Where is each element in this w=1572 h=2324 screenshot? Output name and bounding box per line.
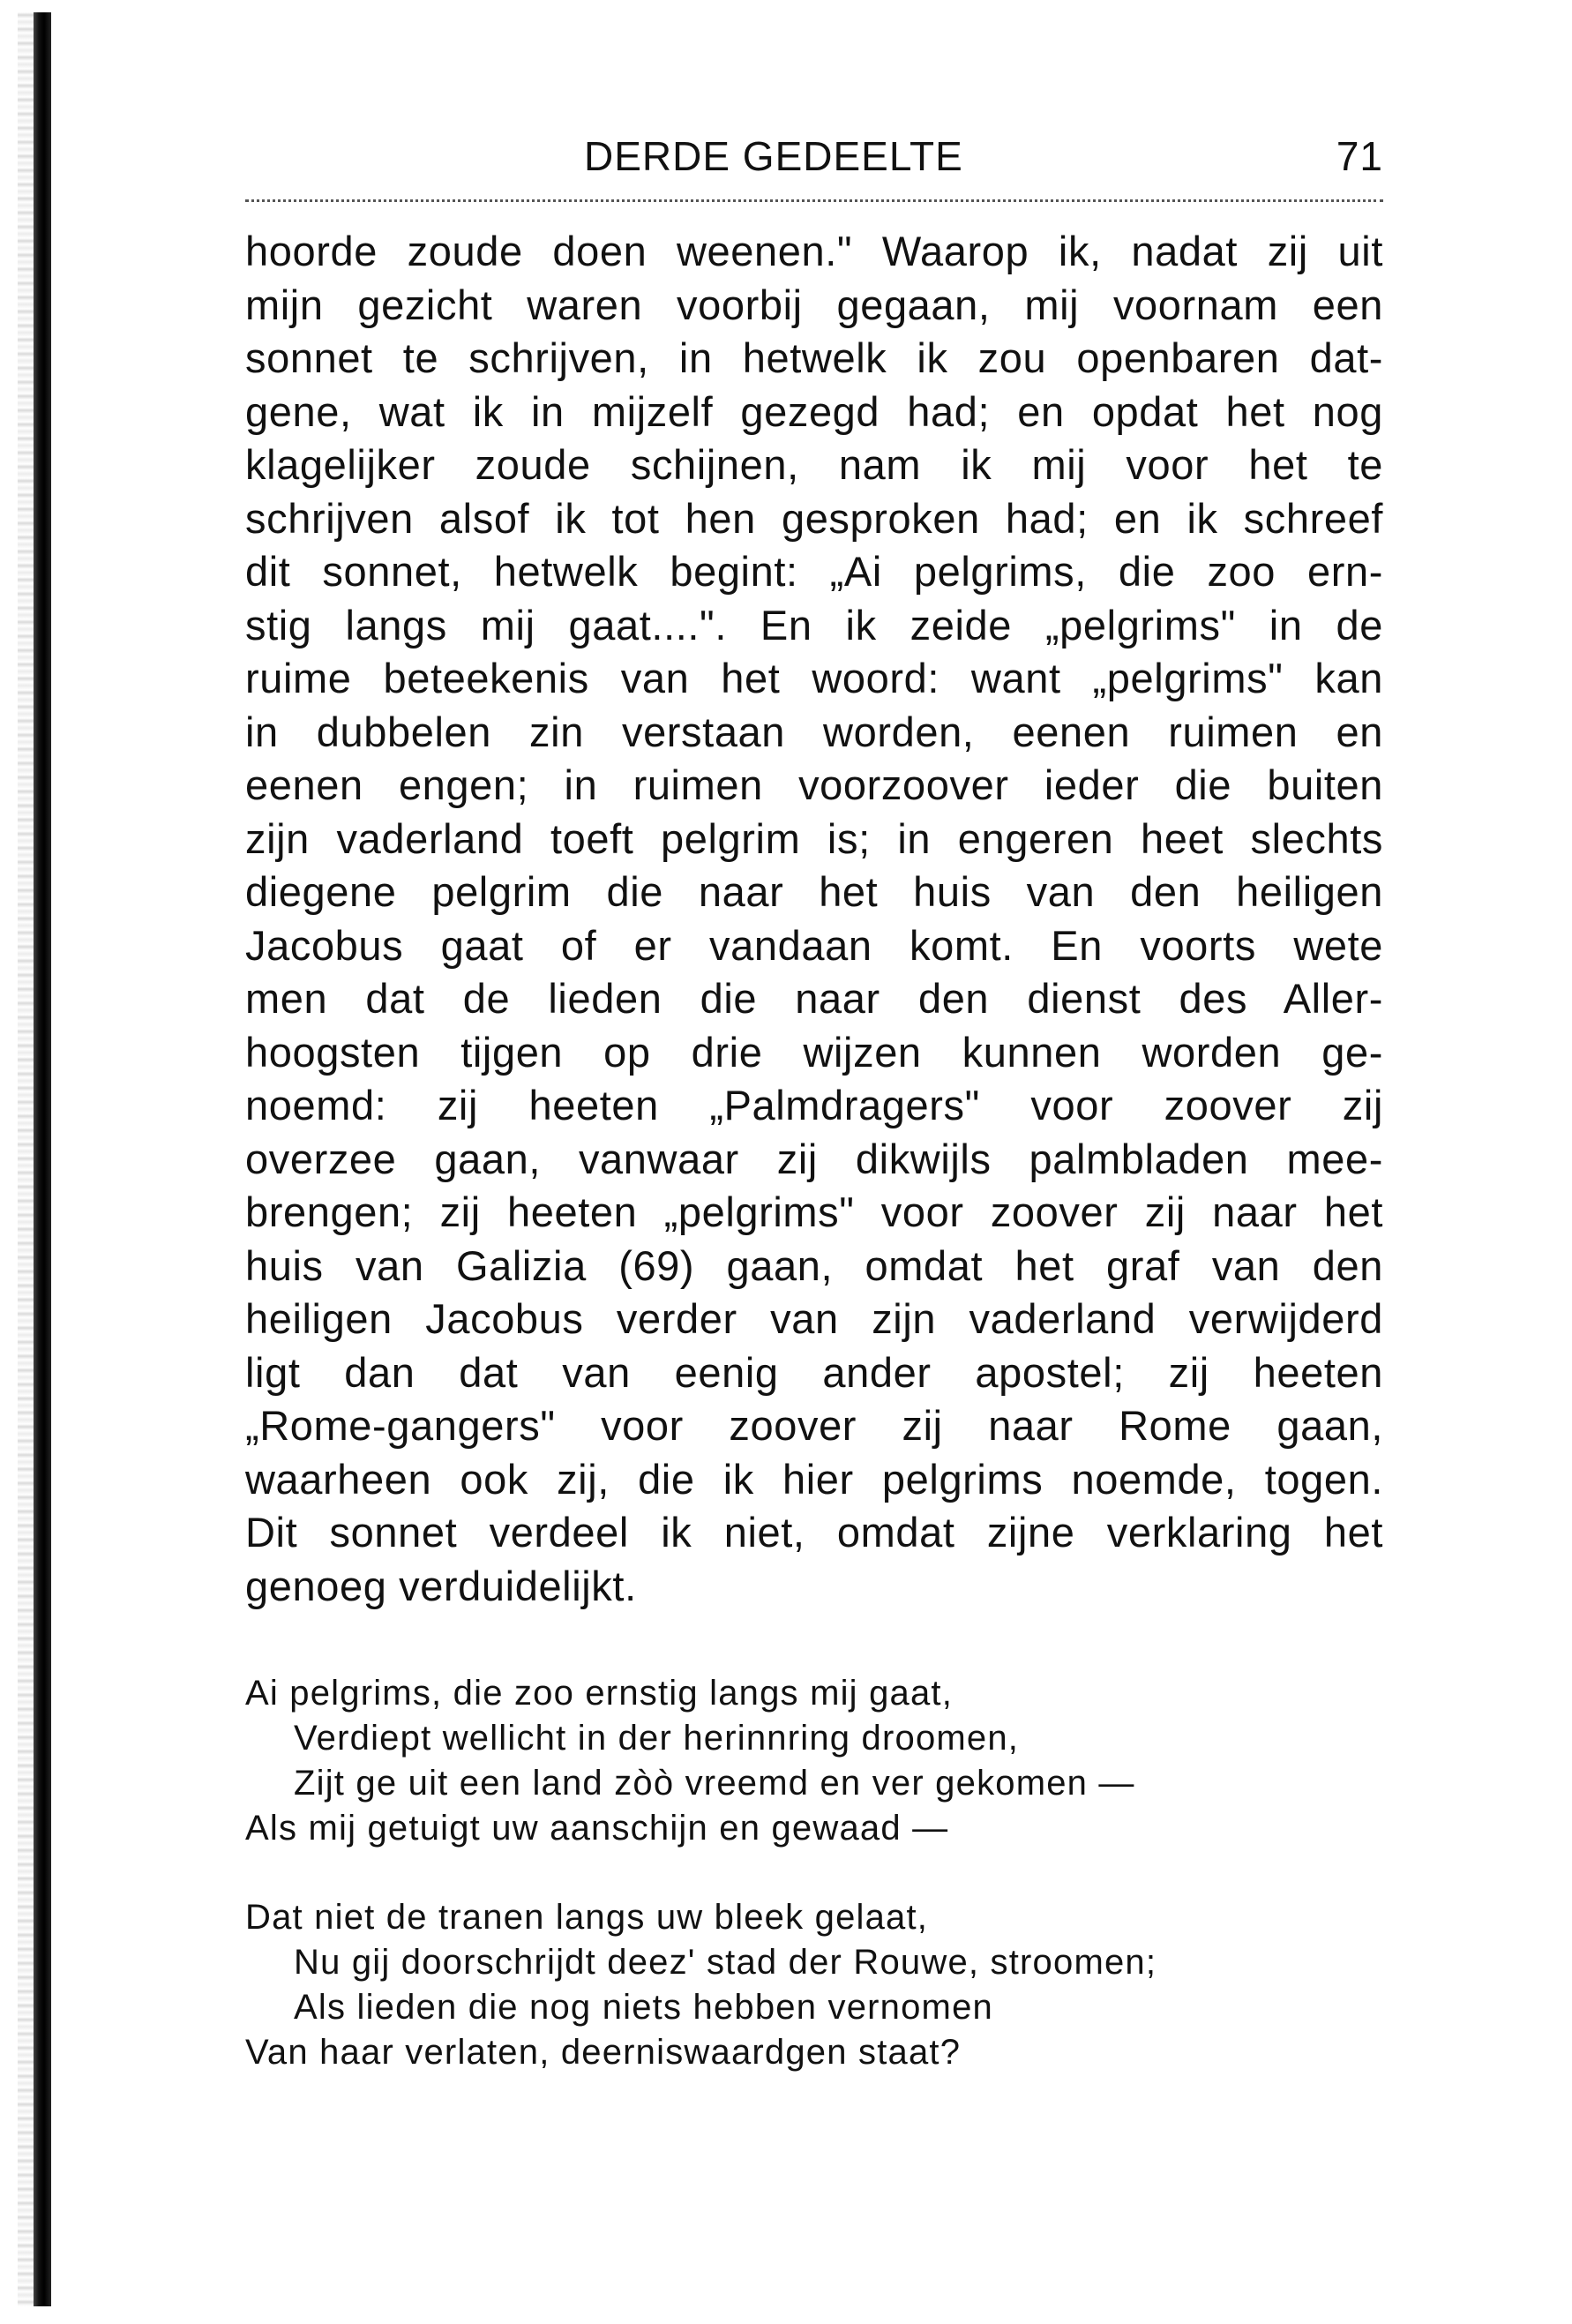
prose-line: stig langs mij gaat....". En ik zeide „pelgrims" in de (245, 601, 1383, 648)
sonnet (245, 1671, 1383, 2075)
prose-line: klagelijker zoude schijnen, nam ik mij voor het te (245, 441, 1383, 488)
book-spine-shadow (34, 12, 51, 2306)
prose-line: mijn gezicht waren voorbij gegaan, mij voornam een (245, 281, 1383, 328)
prose-line: brengen; zij heeten „pelgrims" voor zoover zij naar het (245, 1188, 1383, 1235)
verse-line: Als lieden die nog niets hebben vernomen (294, 1988, 993, 2027)
book-spine-edge (18, 12, 34, 2306)
verse-line: Nu gij doorschrijdt deez' stad der Rouwe, stroomen; (294, 1943, 1157, 1982)
running-header (245, 132, 1383, 194)
prose-line: ligt dan dat van eenig ander apostel; zij heeten (245, 1348, 1383, 1396)
prose-line: „Rome-gangers" voor zoover zij naar Rome gaan, (245, 1402, 1383, 1449)
prose-line: dit sonnet, hetwelk begint: „Ai pelgrims, die zoo ern- (245, 548, 1383, 595)
prose-line: hoorde zoude doen weenen." Waarop ik, nadat zij uit (245, 228, 1383, 274)
prose-line: in dubbelen zin verstaan worden, eenen ruimen en (245, 708, 1383, 755)
sonnet-stanza-1 (245, 1671, 1383, 1851)
prose-line: gene, wat ik in mijzelf gezegd had; en opdat het nog (245, 387, 1383, 435)
prose-line: sonnet te schrijven, in hetwelk ik zou openbaren dat- (245, 334, 1383, 381)
verse-line: Verdiept wellicht in der herinnring droomen, (294, 1719, 1020, 1758)
verse-line: Van haar verlaten, deerniswaardgen staat? (245, 2033, 962, 2072)
prose-line: zijn vaderland toeft pelgrim is; in engeren heet slechts (245, 814, 1383, 862)
prose-line: eenen engen; in ruimen voorzoover ieder die buiten (245, 761, 1383, 808)
prose-line: overzee gaan, vanwaar zij dikwijls palmbladen mee- (245, 1135, 1383, 1182)
book-page (245, 132, 1383, 2119)
prose-line: huis van Galizia (69) gaan, omdat het graf van den (245, 1241, 1383, 1289)
prose-paragraph (245, 225, 1383, 1613)
prose-line: Dit sonnet verdeel ik niet, omdat zijne verklaring het (245, 1509, 1383, 1556)
page-number: 71 (1336, 133, 1383, 179)
prose-line: noemd: zij heeten „Palmdragers" voor zoover zij (245, 1082, 1383, 1128)
verse-line: Dat niet de tranen langs uw bleek gelaat, (245, 1898, 929, 1937)
prose-line: waarheen ook zij, die ik hier pelgrims noemde, togen. (245, 1455, 1383, 1503)
running-title: DERDE GEDEELTE (584, 133, 963, 179)
prose-line: diegene pelgrim die naar het huis van den heiligen (245, 868, 1383, 915)
header-rule (245, 199, 1383, 202)
prose-line: men dat de lieden die naar den dienst des Aller- (245, 975, 1383, 1022)
prose-line: schrijven alsof ik tot hen gesproken had; en ik schreef (245, 494, 1383, 542)
prose-line: Jacobus gaat of er vandaan komt. En voorts wete (245, 921, 1383, 969)
prose-line: genoeg verduidelijkt. (245, 1562, 637, 1609)
prose-line: hoogsten tijgen op drie wijzen kunnen worden ge- (245, 1028, 1383, 1076)
prose-line: heiligen Jacobus verder van zijn vaderland verwijderd (245, 1295, 1383, 1342)
prose-line: ruime beteekenis van het woord: want „pelgrims" kan (245, 655, 1383, 701)
sonnet-stanza-2 (245, 1895, 1383, 2075)
verse-line: Ai pelgrims, die zoo ernstig langs mij gaat, (245, 1674, 954, 1713)
verse-line: Als mij getuigt uw aanschijn en gewaad — (245, 1809, 949, 1848)
verse-line: Zijt ge uit een land zòò vreemd en ver gekomen — (294, 1764, 1135, 1803)
